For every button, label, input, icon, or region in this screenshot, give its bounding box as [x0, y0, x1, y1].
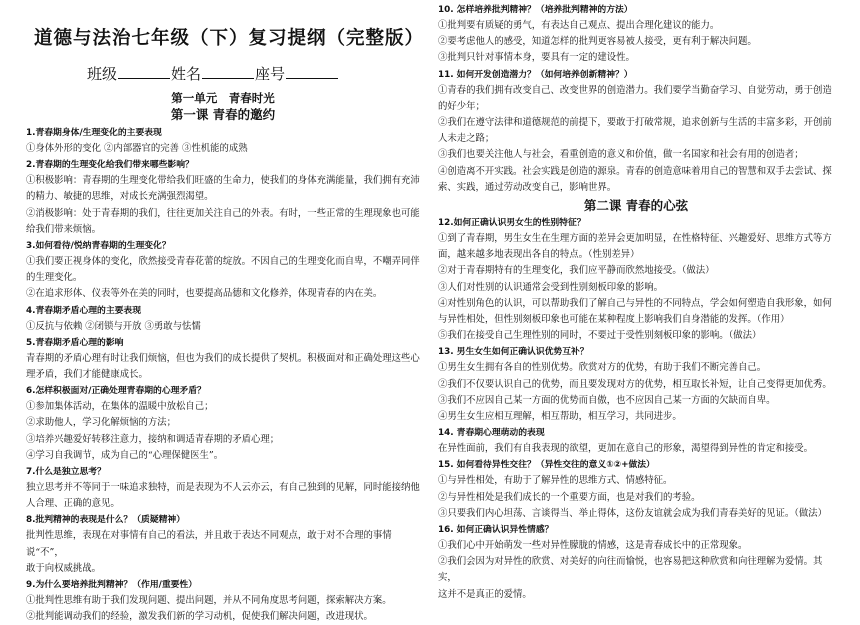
question-heading: 4.青春期矛盾心理的主要表现: [26, 305, 142, 316]
answer-line: ④男生女生应相互理解，相互帮助，相互学习，共同进步。: [438, 411, 682, 423]
question-heading: 1.青春期身体/生理变化的主要表现: [26, 128, 162, 138]
right-content-a: [438, 2, 834, 196]
answer-line: 理矛盾，我们才能健康成长。: [26, 369, 148, 381]
name-blank: [202, 63, 254, 79]
answer-line: ②与异性相处是我们成长的一个重要方面，也是对我们的考验。: [438, 491, 701, 503]
answer-line: ②求助他人，学习化解烦恼的方法；: [26, 417, 177, 429]
answer-line: ②我们不仅要认识自己的优势，而且要发现对方的优势，相互取长补短，让自己变得更加优秀。: [438, 378, 832, 390]
answer-line: ⑤我们在接受自己生理性别的同时，不要过于受性别刻板印象的影响。（做法）: [438, 330, 762, 342]
answer-line: ②在追求形体、仪表等外在美的同时，也要提高品德和文化修养，体现青春的内在美。: [26, 288, 383, 300]
answer-line: ①身体外形的变化 ②内部器官的完善 ③性机能的成熟: [26, 143, 248, 154]
lesson-title-2: 第二课 青春的心弦: [583, 198, 689, 214]
left-column: [26, 0, 425, 625]
answer-line: ③批判只针对事情本身，要具有一定的建设性。: [438, 52, 635, 64]
answer-line: 的生理变化。: [26, 272, 83, 284]
class-label: 班级: [87, 65, 118, 83]
answer-line: 独立思考并不等同于一味追求独特，而是表现为不人云亦云，有自己独到的见解，同时能接纳他: [26, 482, 420, 494]
document-title: 道德与法治七年级（下）复习提纲（完整版）: [34, 28, 425, 49]
right-content-b: [438, 215, 834, 603]
answer-line: ③我们不应因自己某一方面的优势而自傲，也不应因自己某一方面的欠缺而自卑。: [438, 394, 776, 406]
question-heading: 10. 怎样培养批判精神？（培养批判精神的方法）: [438, 5, 633, 15]
answer-line: ①我们要正视身体的变化，欣然接受青春花蕾的绽放。不因自己的生理变化而自卑，不嘲弄同伴: [26, 256, 420, 268]
answer-line: 面，越来越多地表现出各自的特点。（性别差异）: [438, 249, 640, 261]
answer-line: 的好少年；: [438, 100, 485, 112]
answer-line: 这并不是真正的爱情。: [438, 588, 532, 600]
answer-line: ②消极影响：处于青春期的我们，往往更加关注自己的外表。有时，一些正常的生理现象也可能: [26, 207, 420, 219]
answer-line: ②对于青春期特有的生理变化，我们应平静而欣然地接受。（做法）: [438, 265, 715, 277]
seat-blank: [286, 63, 338, 79]
answer-line: 人合理、正确的意见。: [26, 498, 120, 510]
question-heading: 7.什么是独立思考？: [26, 467, 106, 478]
answer-line: ①到了青春期，男生女生在生理方面的差异会更加明显，在性格特征、兴趣爱好、思维方式等方: [438, 233, 832, 245]
answer-line: ④学习自我调节，成为自己的“心理保健医生”。: [26, 449, 224, 461]
seat-label: 座号: [255, 65, 286, 83]
answer-line: ④创造离不开实践。社会实践是创造的源泉。青春的创造意味着用自己的智慧和双手去尝试、探: [438, 165, 832, 177]
answer-line: 与异性相处，但性别刻板印象也可能在某种程度上影响我们自身潜能的发挥。（作用）: [438, 314, 790, 326]
answer-line: 在异性面前，我们有自我表现的欲望，更加在意自己的形象，渴望得到异性的肯定和接受。: [438, 443, 814, 455]
answer-line: 青春期的矛盾心理有时让我们烦恼，但也为我们的成长提供了契机。积极面对和正确处理这些心: [26, 352, 420, 364]
answer-line: ①批判要有质疑的勇气，有表达自己观点、提出合理化建议的能力。: [438, 20, 720, 31]
answer-line: ①与异性相处，有助于了解异性的思维方式、情感特征。: [438, 475, 673, 487]
answer-line: ②批判能调动我们的经验，激发我们新的学习动机，促使我们解决问题，改进现状。: [26, 611, 373, 623]
question-heading: 15. 如何看待异性交往？（异性交往的意义①②+做法）: [438, 460, 655, 471]
answer-line: ①积极影响：青春期的生理变化带给我们旺盛的生命力，使我们的身体充满能量，我们拥有充沛: [26, 175, 420, 187]
lesson-title-1: 第一课 青春的邀约: [170, 107, 276, 122]
name-label: 姓名: [171, 65, 202, 83]
question-heading: 14. 青春期心理萌动的表现: [438, 428, 545, 439]
answer-line: ③只要我们内心坦荡、言谈得当、举止得体，这份友谊就会成为我们青春美好的见证。（做法）: [438, 507, 828, 519]
answer-line: 索、实践，通过劳动改变自己，影响世界。: [438, 181, 617, 193]
answer-line: ③人们对性别的认识通常会受到性别刻板印象的影响。: [438, 281, 664, 293]
question-heading: 12.如何正确认识男女生的性别特征？: [438, 218, 586, 229]
answer-line: ④对性别角色的认识，可以帮助我们了解自己与异性的不同特点，学会如何塑造自我形象，如何: [438, 297, 832, 309]
question-heading: 16. 如何正确认识异性情感？: [438, 525, 554, 536]
answer-line: ③培养兴趣爱好转移注意力，接纳和调适青春期的矛盾心理；: [26, 433, 280, 445]
answer-line: 人未走之路；: [438, 133, 495, 145]
answer-line: ①批判性思维有助于我们发现问题、提出问题，并从不同角度思考问题，探索解决方案。: [26, 595, 392, 607]
question-heading: 8.批判精神的表现是什么？（质疑精神）: [26, 515, 186, 526]
answer-line: ①反抗与依赖 ②闭锁与开放 ③勇敢与怯懦: [26, 320, 201, 332]
answer-line: ①青春的我们拥有改变自己、改变世界的创造潜力。我们要学当勤奋学习、自觉劳动，勇于创造: [438, 84, 832, 96]
answer-line: ②要考虑他人的感受，知道怎样的批判更容易被人接受，更有利于解决问题。: [438, 36, 757, 48]
answer-line: 给我们带来烦恼。: [26, 223, 102, 235]
student-info-line: [26, 62, 420, 86]
answer-line: ①我们心中开始萌发一些对异性朦胧的情感，这是青春成长中的正常现象。: [438, 540, 748, 552]
question-heading: 3.如何看待/悦纳青春期的生理变化？: [26, 241, 171, 252]
answer-line: 敢于向权威挑战。: [26, 562, 102, 574]
class-blank: [118, 63, 170, 79]
question-heading: 2.青春期的生理变化给我们带来哪些影响？: [26, 160, 194, 171]
answer-line: ①参加集体活动，在集体的温暖中放松自己；: [26, 401, 214, 413]
question-heading: 9.为什么要培养批判精神？（作用/重要性）: [26, 580, 198, 591]
answer-line: ②我们会因为对异性的欣赏、对美好的向往而愉悦，也容易把这种欣赏和向往理解为爱情。其实，: [438, 556, 823, 584]
question-heading: 13. 男生女生如何正确认识优势互补？: [438, 347, 589, 358]
answer-line: 批判性思维，表现在对事情有自己的看法，并且敢于表达不同观点，敢于对不合理的事情说“不”，: [26, 530, 392, 558]
answer-line: ③我们也要关注他人与社会，看重创造的意义和价值，做一名国家和社会有用的创造者；: [438, 149, 804, 161]
question-heading: 11. 如何开发创造潜力？（如何培养创新精神？）: [438, 69, 633, 80]
answer-line: 的精力、敏捷的思维，对成长充满强烈渴望。: [26, 191, 214, 203]
question-heading: 6.怎样积极面对/正确处理青春期的心理矛盾？: [26, 386, 206, 397]
right-column: [438, 0, 834, 603]
left-content: [26, 125, 420, 625]
question-heading: 5.青春期矛盾心理的影响: [26, 337, 124, 348]
answer-line: ②我们在遵守法律和道德规范的前提下，要敢于打破常规，追求创新与生活的丰富多彩，开创前: [438, 117, 832, 129]
answer-line: ①男生女生拥有各自的性别优势。欣赏对方的优势，有助于我们不断完善自己。: [438, 362, 767, 374]
unit-title: 第一单元 青春时光: [171, 91, 275, 105]
